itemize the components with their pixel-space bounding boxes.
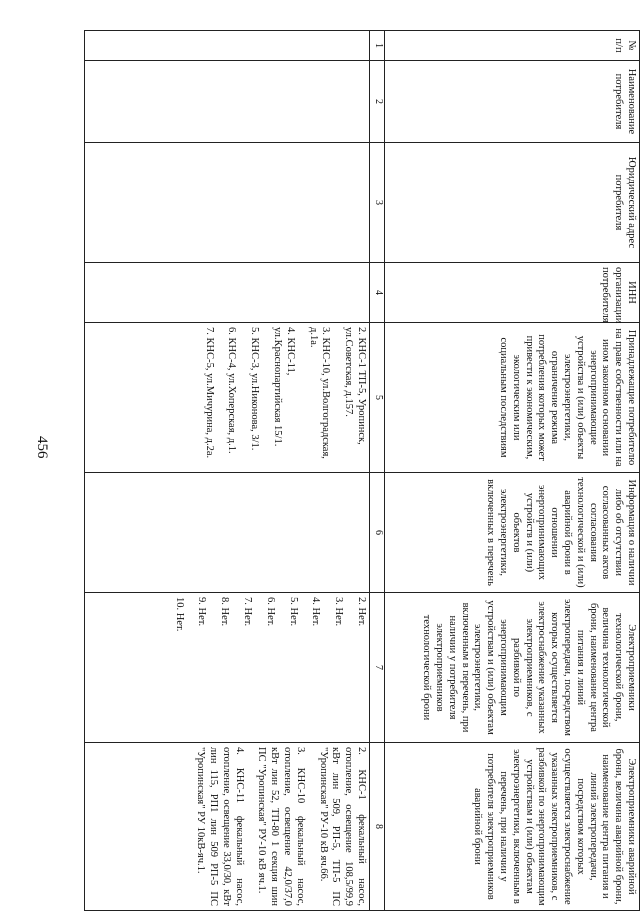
header-cell-2: Наименование потребителя xyxy=(385,61,640,143)
cell-col-1 xyxy=(85,31,370,61)
list-item: 7. КНС-5, ул.Мичурина, д.2а. xyxy=(203,327,215,459)
column-number: 6 xyxy=(370,473,385,593)
cell-col-4 xyxy=(85,263,370,323)
column-number: 1 xyxy=(370,31,385,61)
cell-col-8 xyxy=(85,743,370,911)
emergency-reserve-list xyxy=(193,747,367,906)
data-row xyxy=(85,31,370,911)
column-number: 8 xyxy=(370,743,385,911)
header-cell-1: № п/п xyxy=(385,31,640,61)
header-row xyxy=(385,31,640,911)
list-item: 10. Нет. xyxy=(173,597,185,632)
column-number-row xyxy=(370,31,385,911)
list-item: 2. КНС-1 фекальный насос, отопление, освещение 108,5/99,9 кВт лин 509, РП-5, ТП-5 ПС "Уропинская" РУ-10 кВ яч.66. xyxy=(317,747,367,906)
facility-list xyxy=(202,327,367,468)
list-item: 3. КНС-10, ул.Волгоградская, д.1а. xyxy=(307,327,332,459)
list-item: 2. Нет. xyxy=(356,597,367,627)
list-item: 3. КНС-10 фекальный насос, отопление, освещение 42,0/37,0 кВт лин 52, ТП-80 1 секция шин ПС "Уропинская" РУ-10 кВ яч.1. xyxy=(256,747,306,906)
list-item: 4. Нет. xyxy=(310,597,322,627)
consumer-table xyxy=(84,30,640,911)
list-item: 6. Нет. xyxy=(264,597,276,627)
cell-col-2 xyxy=(85,61,370,143)
header-cell-5: Принадлежащие потребителю на праве собственности или на ином законном основании энергопринимающие устройства и (или) объекты электроэнергетики, ограничение режима потребления которых может привести к экономическим, экологическим или социальным последствиям xyxy=(385,323,640,473)
list-item: 6. КНС-4, ул.Хоперская, д.1. xyxy=(226,327,238,454)
list-item: 5. Нет. xyxy=(287,597,299,627)
column-number: 4 xyxy=(370,263,385,323)
cell-col-7 xyxy=(85,593,370,743)
column-number: 5 xyxy=(370,323,385,473)
header-cell-7: Электроприемники технологической брони, величина технологической брони, наименование центра питания и линий электропередачи, посредством которых осуществляется электроснабжение указанных электроприемников, с разбивкой по энергопринимающим устройствам и (или) объектам электроэнергетики, включенным в перечень, при наличии у потребителя электроприемников технологической брони xyxy=(385,593,640,743)
header-cell-4: ИНН организации потребителя xyxy=(385,263,640,323)
column-number: 3 xyxy=(370,143,385,263)
list-item: 7. Нет. xyxy=(242,597,254,627)
list-item: 2. КНС-1 ТП-5, Уропинск, ул.Советская, д.157. xyxy=(343,327,367,445)
list-item: 3. Нет. xyxy=(333,597,345,627)
header-cell-6: Информация о наличии либо об отсутствии согласованных актов согласования технологической и (или) аварийной брони в отношении энергопринимающих устройств и (или) объектов электроэнергетики, включенных в перечень xyxy=(385,473,640,593)
list-item: 4. КНС-11 фекальный насос, отопление, освещение 33,0/30, кВт лин 115, РП1 лин 509 РП-5 ПС "Уропинская" РУ 10кВ-яч.1. xyxy=(195,747,245,906)
cell-col-6 xyxy=(85,473,370,593)
column-number: 7 xyxy=(370,593,385,743)
list-item: 5. КНС-3, ул.Никонова, 3/1. xyxy=(249,327,261,451)
list-item: 4. КНС-11, ул.Краснопартийская 15/1. xyxy=(272,327,296,447)
list-item: 8. Нет. xyxy=(219,597,231,627)
page-number: 456 xyxy=(34,436,50,459)
cell-col-3 xyxy=(85,143,370,263)
cell-col-5 xyxy=(85,323,370,473)
header-cell-3: Юридический адрес потребителя xyxy=(385,143,640,263)
list-item: 9. Нет. xyxy=(196,597,208,627)
header-cell-8: Электроприемники аварийной брони, величина аварийной брони, наименование центра питания и линий электропередачи, посредством которых осуществляется электроснабжение указанных электроприемников, с разбивкой по энергопринимающим устройствам и (или) объектам электроэнергетики, включенным в перечень, при наличии у потребителя электроприемников аварийной брони xyxy=(385,743,640,911)
column-number: 2 xyxy=(370,61,385,143)
tech-reserve-list xyxy=(172,597,367,738)
